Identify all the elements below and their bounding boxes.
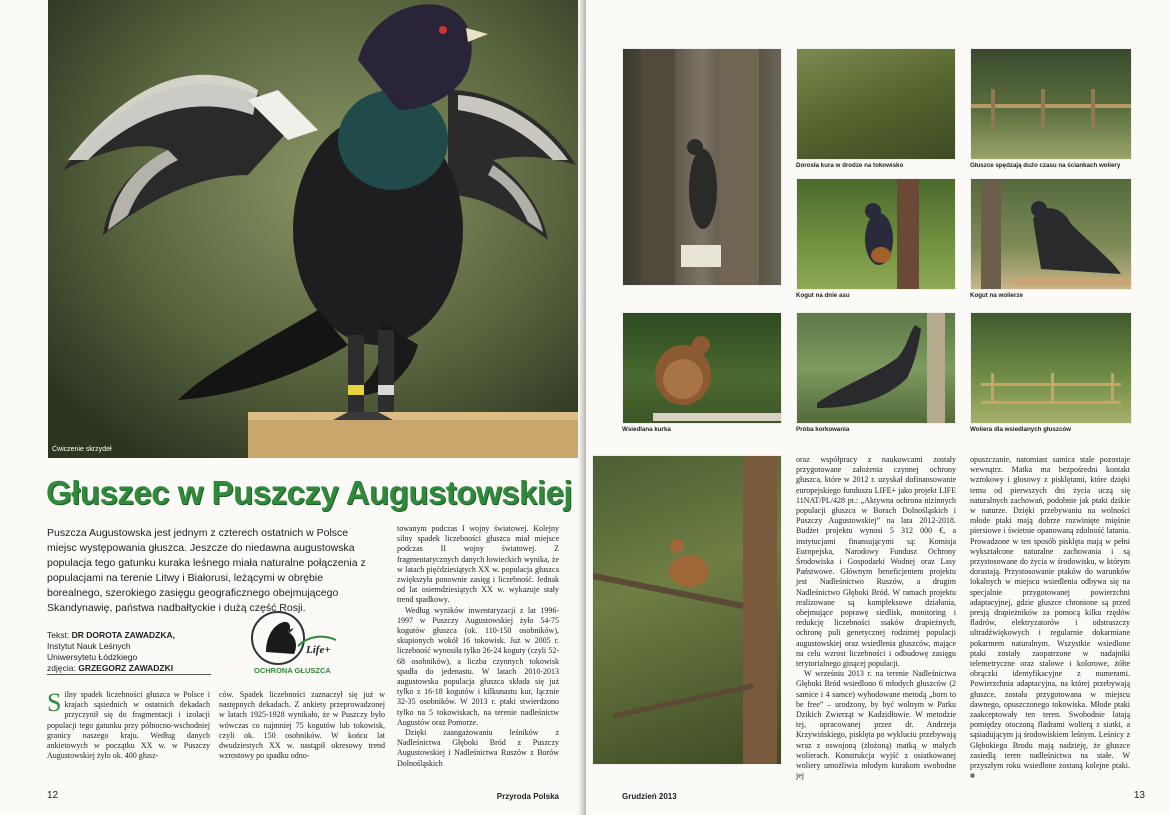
article-lead: Puszcza Augustowska jest jednym z czterech ostatnich w Polsce miejsc występowania głuszca. Jeszcze do niedawna augustowska populacja tego gatunku kuraka leśnego miała naturalne połączenia z populacjami na terenie Litwy i Białorusi, leżącymi w obrębie borealnego, szerokiego zasięgu geograficznego obejmującego Skandynawię, państwa nadbałtyckie i dużą część Rosji. (47, 527, 366, 614)
photo-display-attempt (796, 312, 956, 424)
photos-label: zdjęcia: (47, 663, 76, 673)
text-label: Tekst: (47, 630, 70, 640)
body-column-4 (796, 455, 956, 782)
column-3-para1: towanym podczas I wojny światowej. Kolejny silny spadek liczebności głuszca miał miejsce podczas II wojny światowej. Z fragmentarycznych danych łowieckich wynika, że w latach pięćdziesiątych XX w. populacja głuszca zwiększyła ponownie zasięg i liczebność. Jednak od lat osiemdziesiątych XX w. wykazuje stały trend spadkowy. (397, 524, 559, 605)
photo-hen-on-tree (622, 48, 782, 286)
hen-illustration (623, 313, 781, 423)
cock-ground-illustration (797, 179, 955, 289)
article-title: Głuszec w Puszczy Augustowskiej (46, 474, 573, 511)
column-1-text: ilny spadek liczebności głuszca w Polsce i krajach sąsiednich w ostatnich dekadach przyczynił się do fragmentacji i izolacji populacji tego gatunku przy północno-wschodniej granicy naszego kraju. Według danych ankietowych w początku XX w. w Puszczy Augustowskiej żyło ok. 400 głusz- (47, 690, 210, 761)
hero-caption: Ćwiczenie skrzydeł (52, 446, 112, 453)
institute-line1: Instytut Nauk Leśnych (47, 641, 131, 651)
caption-2: Głuszce spędzają dużo czasu na ściankach woliery (970, 162, 1121, 169)
display-cock-illustration (797, 313, 955, 423)
page-number-left: 12 (47, 790, 59, 801)
aviary-fence-illustration (971, 49, 1131, 159)
aviary-illustration (971, 313, 1131, 423)
capercaillie-illustration (48, 0, 584, 458)
column-5-text: opuszczanie, natomiast samica stale pozostaje wewnątrz. Matka ma bezpośredni kontakt wzrokowy i głosowy z pisklętami, które dzięki temu od pierwszych dni życia uczą się naturalnych zachowań, podobnie jak ptaki dzikie w naturze. Dzięki przebywaniu na wolności młode ptaki mają dobrze rozwinięte mięśnie piersiowe i świetnie opanowaną zdolność latania. Prowadzone w ten sposób pisklęta mają w pełni wykształcone naturalne zachowania i są przystosowane do życia w środowisku, w którym dorastają. Przystosowanie ptaków do warunków lokalnych w miejscu wsiedlenia odbywa się na specjalnie przygotowanej powierzchni adaptacyjnej, gdzie głuszce chronione są przed presją drapieżników za pomocą kilku rzędów fladrów, elektryzatorów i odstraszczy ultradźwiękowych i regularnie dokarmiane pokarmem naturalnym. Wszystkie wsiedlone ptaki zostały zaopatrzone w nadajniki telemetryczne oraz stalowe i kolorowe, żółte obrączki identyfikacyjne z numerami. Powierzchnia adaptacyjna, na której przebywają głuszce, została przygotowana w miejscu dawnego, opuszczonego tokowiska. Młode ptaki zaakceptowały ten teren. Swobodnie latają pomiędzy otoczoną fladrami wolierą z siatki, a sąsiadującym ją środowiskiem leśnym. Leśnicy z Głębokiego Brodu mają nadzieję, że głuszce zasiedlą teren nadleśnictwa na stałe. W przyszłym roku wsiedlone zostaną kolejne ptaki. (970, 455, 1130, 771)
body-column-1 (47, 690, 210, 761)
photo-cock-on-aviary (970, 178, 1132, 290)
body-column-3 (397, 524, 559, 769)
life-plus-logo (248, 606, 348, 678)
photo-aviary (970, 312, 1132, 424)
column-3-para2: Według wyników inwentaryzacji z lat 1996-1997 w Puszczy Augustowskiej żyło 54-75 kogutów głuszca (ok. 110-150 osobników), skupionych wokół 16 tokowisk. Już w 2005 r. liczebność wynosiła tylko 26-24 koguty (czyli 52-68 osobników), a liczba czynnych tokowisk spadła do jedenastu. W latach 2010-2013 augustowska populacja głuszca składa się już tylko z 16-18 kogutów i kilkunastu kur, łącznie 32-35 osobników. W 2013 r. ptaki stwierdzono tylko na 5 tokowiskach, na terenie nadleśnictw Augustów oraz Pomorze. (397, 605, 559, 727)
hero-photo-capercaillie (48, 0, 584, 458)
caption-1: Dorosła kura w drodze na tokowisko (796, 162, 904, 169)
issue-date: Grudzień 2013 (622, 792, 677, 801)
photo-aviary-walls (970, 48, 1132, 160)
author-name: DR DOROTA ZAWADZKA, (71, 630, 175, 640)
body-column-2: ców. Spadek liczebności zaznaczył się już w następnych dekadach. Z ankiety przeprowadzonej w latach 1925-1928 wynikało, że w Puszczy było wówczas co najmniej 75 kogutów lub tokowisk, czyli ok. 150 osobników. W końcu lat dwudziestych XX w. nastąpił okresowy trend wzrostowy po spadku odno- (219, 690, 385, 761)
drop-cap: S (47, 688, 62, 717)
page-number-right: 13 (1133, 790, 1145, 801)
right-page (586, 0, 1169, 815)
caption-5: Wsiedlana kurka (622, 426, 671, 433)
caption-7: Woliera dla wsiedlanych głuszców (970, 426, 1071, 433)
credit-divider (47, 674, 211, 675)
body-column-5 (970, 455, 1130, 782)
left-page (0, 0, 584, 815)
caption-3: Kogut na dnie asu (796, 292, 850, 299)
photo-forest-floor (796, 48, 956, 160)
logo-name: OCHRONA GŁUSZCA (254, 666, 331, 675)
end-mark: ■ (970, 771, 975, 781)
caption-4: Kogut na wolierze (970, 292, 1023, 299)
photo-hen-in-branches (592, 455, 782, 765)
hen-branches-illustration (593, 456, 781, 764)
hen-on-trunk-illustration (623, 49, 781, 285)
column-4-para2: W wrześniu 2013 r. na terenie Nadleśnictwa Głęboki Bród wsiedlono 6 młodych głuszców (2 samice i 4 samce) wyhodowane metodą „born to be free” – urodzony, by być wolnym w Parku Dzikich Zwierząt w Kadzidłowie. W metodzie tej, opracowanej przez dr. Andrzeja Krzywińskiego, pisklęta po wykluciu przebywają wraz z oswojoną (złożoną) matką w małych wolierach. Konstrukcja wyjść z osiatkowanej woliery umożliwia młodym kurakom swobodne jej (796, 669, 956, 781)
column-3-para3: Dzięki zaangażowaniu leśników z Nadleśnictwa Głęboki Bród z Puszczy Augustowskiej i Nadleśnictwa Ruszów z Borów Dolnośląskich (397, 728, 559, 768)
photo-cock-on-ground (796, 178, 956, 290)
magazine-name: Przyroda Polska (496, 792, 559, 801)
photo-released-hen (622, 312, 782, 424)
cock-aviary-illustration (971, 179, 1131, 289)
photographer-name: GRZEGORZ ZAWADZKI (78, 663, 174, 673)
life-plus-text: Life+ (306, 644, 331, 656)
column-4-para1: oraz współpracy z naukowcami zostały przygotowane założenia czynnej ochrony głuszca, które w 2012 r. uzyskał dofinansowanie europejskiego funduszu LIFE+ jako projekt LIFE 11NAT/PL/428 pt.: „Aktywna ochrona nizinnych populacji głuszca w Borach Dolnośląskich i Puszczy Augustowskiej” na lata 2012-2018. Budżet projektu wynosi 5 312 000 €, a instytucjami finansującymi są: Komisja Europejska, Narodowy Fundusz Ochrony Środowiska i Gospodarki Wodnej oraz Lasy Państwowe. Głównym beneficjentem projektu jest Nadleśnictwo Ruszów, a drugim Nadleśnictwo Głęboki Bród. W ramach projektu realizowane są kompleksowe działania, obejmujące poprawę siedlisk, monitoring i redukcję liczebności ssaków drapieżnych, ochronę puli genetycznej rodzimej populacji augustowskiej oraz wsiedlenia głuszców, mające na celu wzrost liczebności i odbudowę zasięgu terytorialnego ginącej populacji. (796, 455, 956, 669)
author-credits (47, 630, 247, 674)
institute-line2: Uniwersytetu Łódzkiego (47, 652, 138, 662)
caption-6: Próba korkowania (796, 426, 850, 433)
